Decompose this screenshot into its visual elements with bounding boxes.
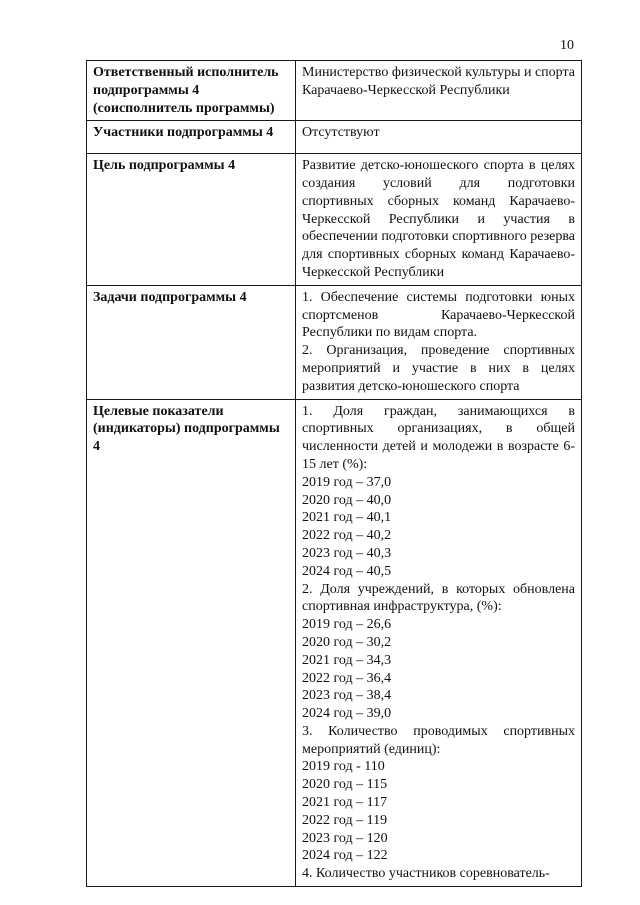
- value-text: 2023 год – 40,3: [302, 545, 392, 561]
- value-text: Министерство физической культуры и спорта Карачаево-Черкесской Республики: [302, 65, 575, 98]
- value-text: 1. Доля граждан, занимающихся в спортивных организациях, в общей численности детей и молодежи в возрасте 6-15 лет (%):: [302, 403, 575, 472]
- value-text: 2024 год – 122: [302, 848, 388, 864]
- row-label-responsible: Ответственный исполнитель подпрограммы 4 (соисполнитель программы): [87, 61, 296, 121]
- value-text: 1. Обеспечение системы подготовки юных спортсменов Карачаево-Черкесской Республики по видам спорта.: [302, 289, 575, 341]
- value-text: 2022 год – 119: [302, 812, 388, 828]
- value-text: 2019 год – 26,6: [302, 617, 392, 633]
- value-text: 2024 год – 39,0: [302, 706, 392, 722]
- row-label-tasks: Задачи подпрограммы 4: [87, 285, 296, 399]
- passport-table: [86, 60, 582, 887]
- row-value-participants: [296, 121, 582, 154]
- value-text: 2022 год – 36,4: [302, 670, 392, 686]
- table-row: [87, 285, 582, 399]
- row-label-indicators: Целевые показатели (индикаторы) подпрограммы 4: [87, 399, 296, 887]
- row-value-indicators: [296, 399, 582, 887]
- value-text: 2022 год – 40,2: [302, 528, 392, 544]
- row-label-participants: Участники подпрограммы 4: [87, 121, 296, 154]
- table-row: [87, 154, 582, 286]
- value-text: 2023 год – 120: [302, 830, 388, 846]
- value-text: Отсутствуют: [302, 125, 380, 141]
- value-text: 2. Организация, проведение спортивных мероприятий и участие в них в целях развития детско-юношеского спорта: [302, 343, 575, 394]
- value-text: 2020 год – 115: [302, 777, 388, 793]
- value-text: Развитие детско-юношеского спорта в целях создания условий для подготовки спортивных сборных команд Карачаево-Черкесской Республики и участия в обеспечении подготовки спортивного резерва для спортивных сборных команд Карачаево-Черкесской Республики: [302, 158, 575, 280]
- value-text: 2021 год – 40,1: [302, 510, 392, 526]
- table-row: [87, 121, 582, 154]
- page-number: 10: [560, 38, 574, 53]
- value-text: 2024 год – 40,5: [302, 563, 392, 579]
- value-text: 2021 год – 34,3: [302, 652, 392, 668]
- table-row: [87, 61, 582, 121]
- value-text: 2019 год – 37,0: [302, 474, 392, 490]
- value-text: 2021 год – 117: [302, 795, 388, 811]
- value-text: 2020 год – 40,0: [302, 492, 392, 508]
- value-text: 2. Доля учреждений, в которых обновлена спортивная инфраструктура, (%):: [302, 581, 575, 615]
- value-text: 2020 год – 30,2: [302, 634, 392, 650]
- value-text: 2019 год - 110: [302, 759, 385, 775]
- table-row: [87, 399, 582, 887]
- value-text: 4. Количество участников соревнователь-: [302, 866, 550, 882]
- value-text: 2023 год – 38,4: [302, 688, 392, 704]
- value-text: 3. Количество проводимых спортивных мероприятий (единиц):: [302, 723, 575, 757]
- row-value-tasks: [296, 285, 582, 399]
- row-value-responsible: [296, 61, 582, 121]
- row-label-goal: Цель подпрограммы 4: [87, 154, 296, 286]
- row-value-goal: [296, 154, 582, 286]
